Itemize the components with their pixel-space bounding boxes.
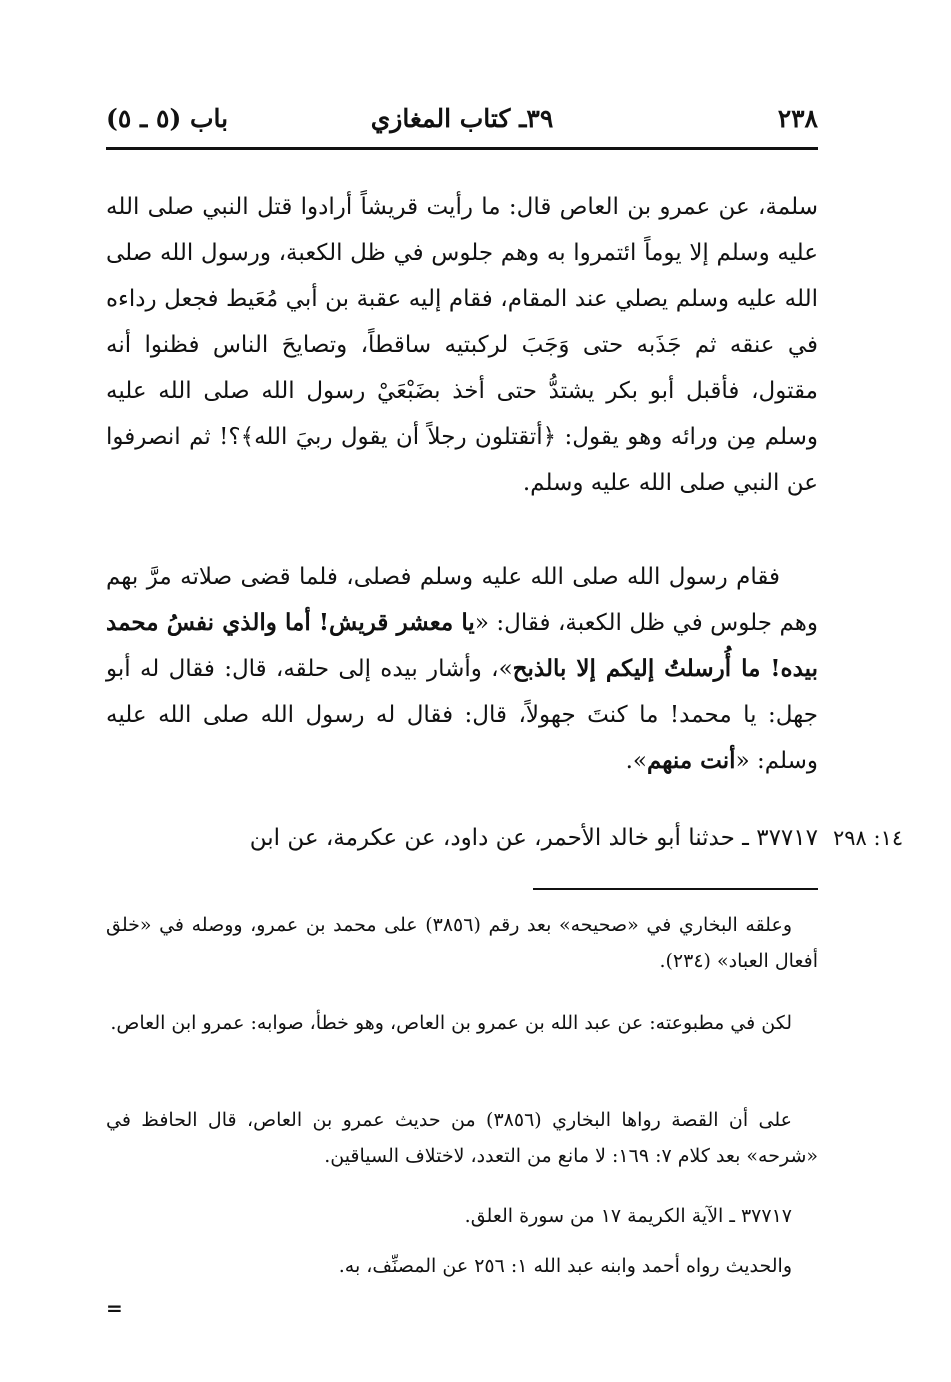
footnote-4: ٣٧٧١٧ ـ الآية الكريمة ١٧ من سورة العلق. xyxy=(464,1205,792,1227)
paragraph-2-text-2: »، وأشار بيده إلى حلقه، قال: فقال له أبو جهل: يا محمد! ما كنتَ جهولاً، قال: فقال له رسول الله صلى الله عليه وسلم: « xyxy=(106,656,818,774)
footnote-separator xyxy=(533,888,818,890)
running-header xyxy=(106,104,818,140)
chapter-label: باب (٥ ـ ٥) xyxy=(106,104,229,133)
paragraph-2-text-1: فقام رسول الله صلى الله عليه وسلم فصلى، فلما قضى صلاته مرَّ بهم وهم جلوس في ظل الكعبة، فقال: « xyxy=(106,564,818,636)
header-rule xyxy=(106,147,818,150)
footnote-5: والحديث رواه أحمد وابنه عبد الله ١: ٢٥٦ عن المصنِّف، به. xyxy=(338,1255,792,1277)
body-paragraph-2 xyxy=(106,554,818,784)
paragraph-2-bold-quote-1: يا معشر قريش! أما والذي نفسُ محمد بيده! ما أُرسلتُ إليكم إلا بالذبح xyxy=(106,609,818,682)
book-title: ٣٩ـ كتاب المغازي xyxy=(370,104,554,133)
body-paragraph-1: سلمة، عن عمرو بن العاص قال: ما رأيت قريشاً أرادوا قتل النبي صلى الله عليه وسلم إلا يوماً ائتمروا به وهم جلوس في ظل الكعبة، ورسول الله صلى الله عليه وسلم يصلي عند المقام، فقام إليه عقبة بن أبي مُعَيط فجعل رداءه في عنقه ثم جَذَبه حتى وَجَبَ لركبتيه ساقطاً، وتصايحَ الناس فظنوا أنه مقتول، فأقبل أبو بكر يشتدُّ حتى أخذ بضَبْعَيْ رسول الله صلى الله عليه وسلم مِن ورائه وهو يقول: ﴿أتقتلون رجلاً أن يقول ربيَ الله﴾؟! ثم انصرفوا عن النبي صلى الله عليه وسلم. xyxy=(106,194,818,496)
paragraph-2-text-3: ». xyxy=(625,748,647,774)
margin-reference: ١٤: ٢٩٨ xyxy=(833,826,904,850)
paragraph-2-bold-quote-2: أنت منهم xyxy=(647,747,736,774)
page-number: ٢٣٨ xyxy=(777,104,818,133)
footnote-1: وعلقه البخاري في «صحيحه» بعد رقم (٣٨٥٦) على محمد بن عمرو، ووصله في «خلق أفعال العباد» (٢٣٤). xyxy=(106,914,818,972)
hadith-start-line: ٣٧٧١٧ ـ حدثنا أبو خالد الأحمر، عن داود، عن عكرمة، عن ابن xyxy=(249,825,818,851)
footnote-2: لكن في مطبوعته: عن عبد الله بن عمرو بن العاص، وهو خطأ، صوابه: عمرو ابن العاص. xyxy=(110,1012,792,1034)
continuation-mark: = xyxy=(106,1296,123,1320)
footnote-3: على أن القصة رواها البخاري (٣٨٥٦) من حديث عمرو بن العاص، قال الحافظ في «شرحه» بعد كلام ٧: ١٦٩: لا مانع من التعدد، لاختلاف السياقين. xyxy=(106,1109,818,1167)
